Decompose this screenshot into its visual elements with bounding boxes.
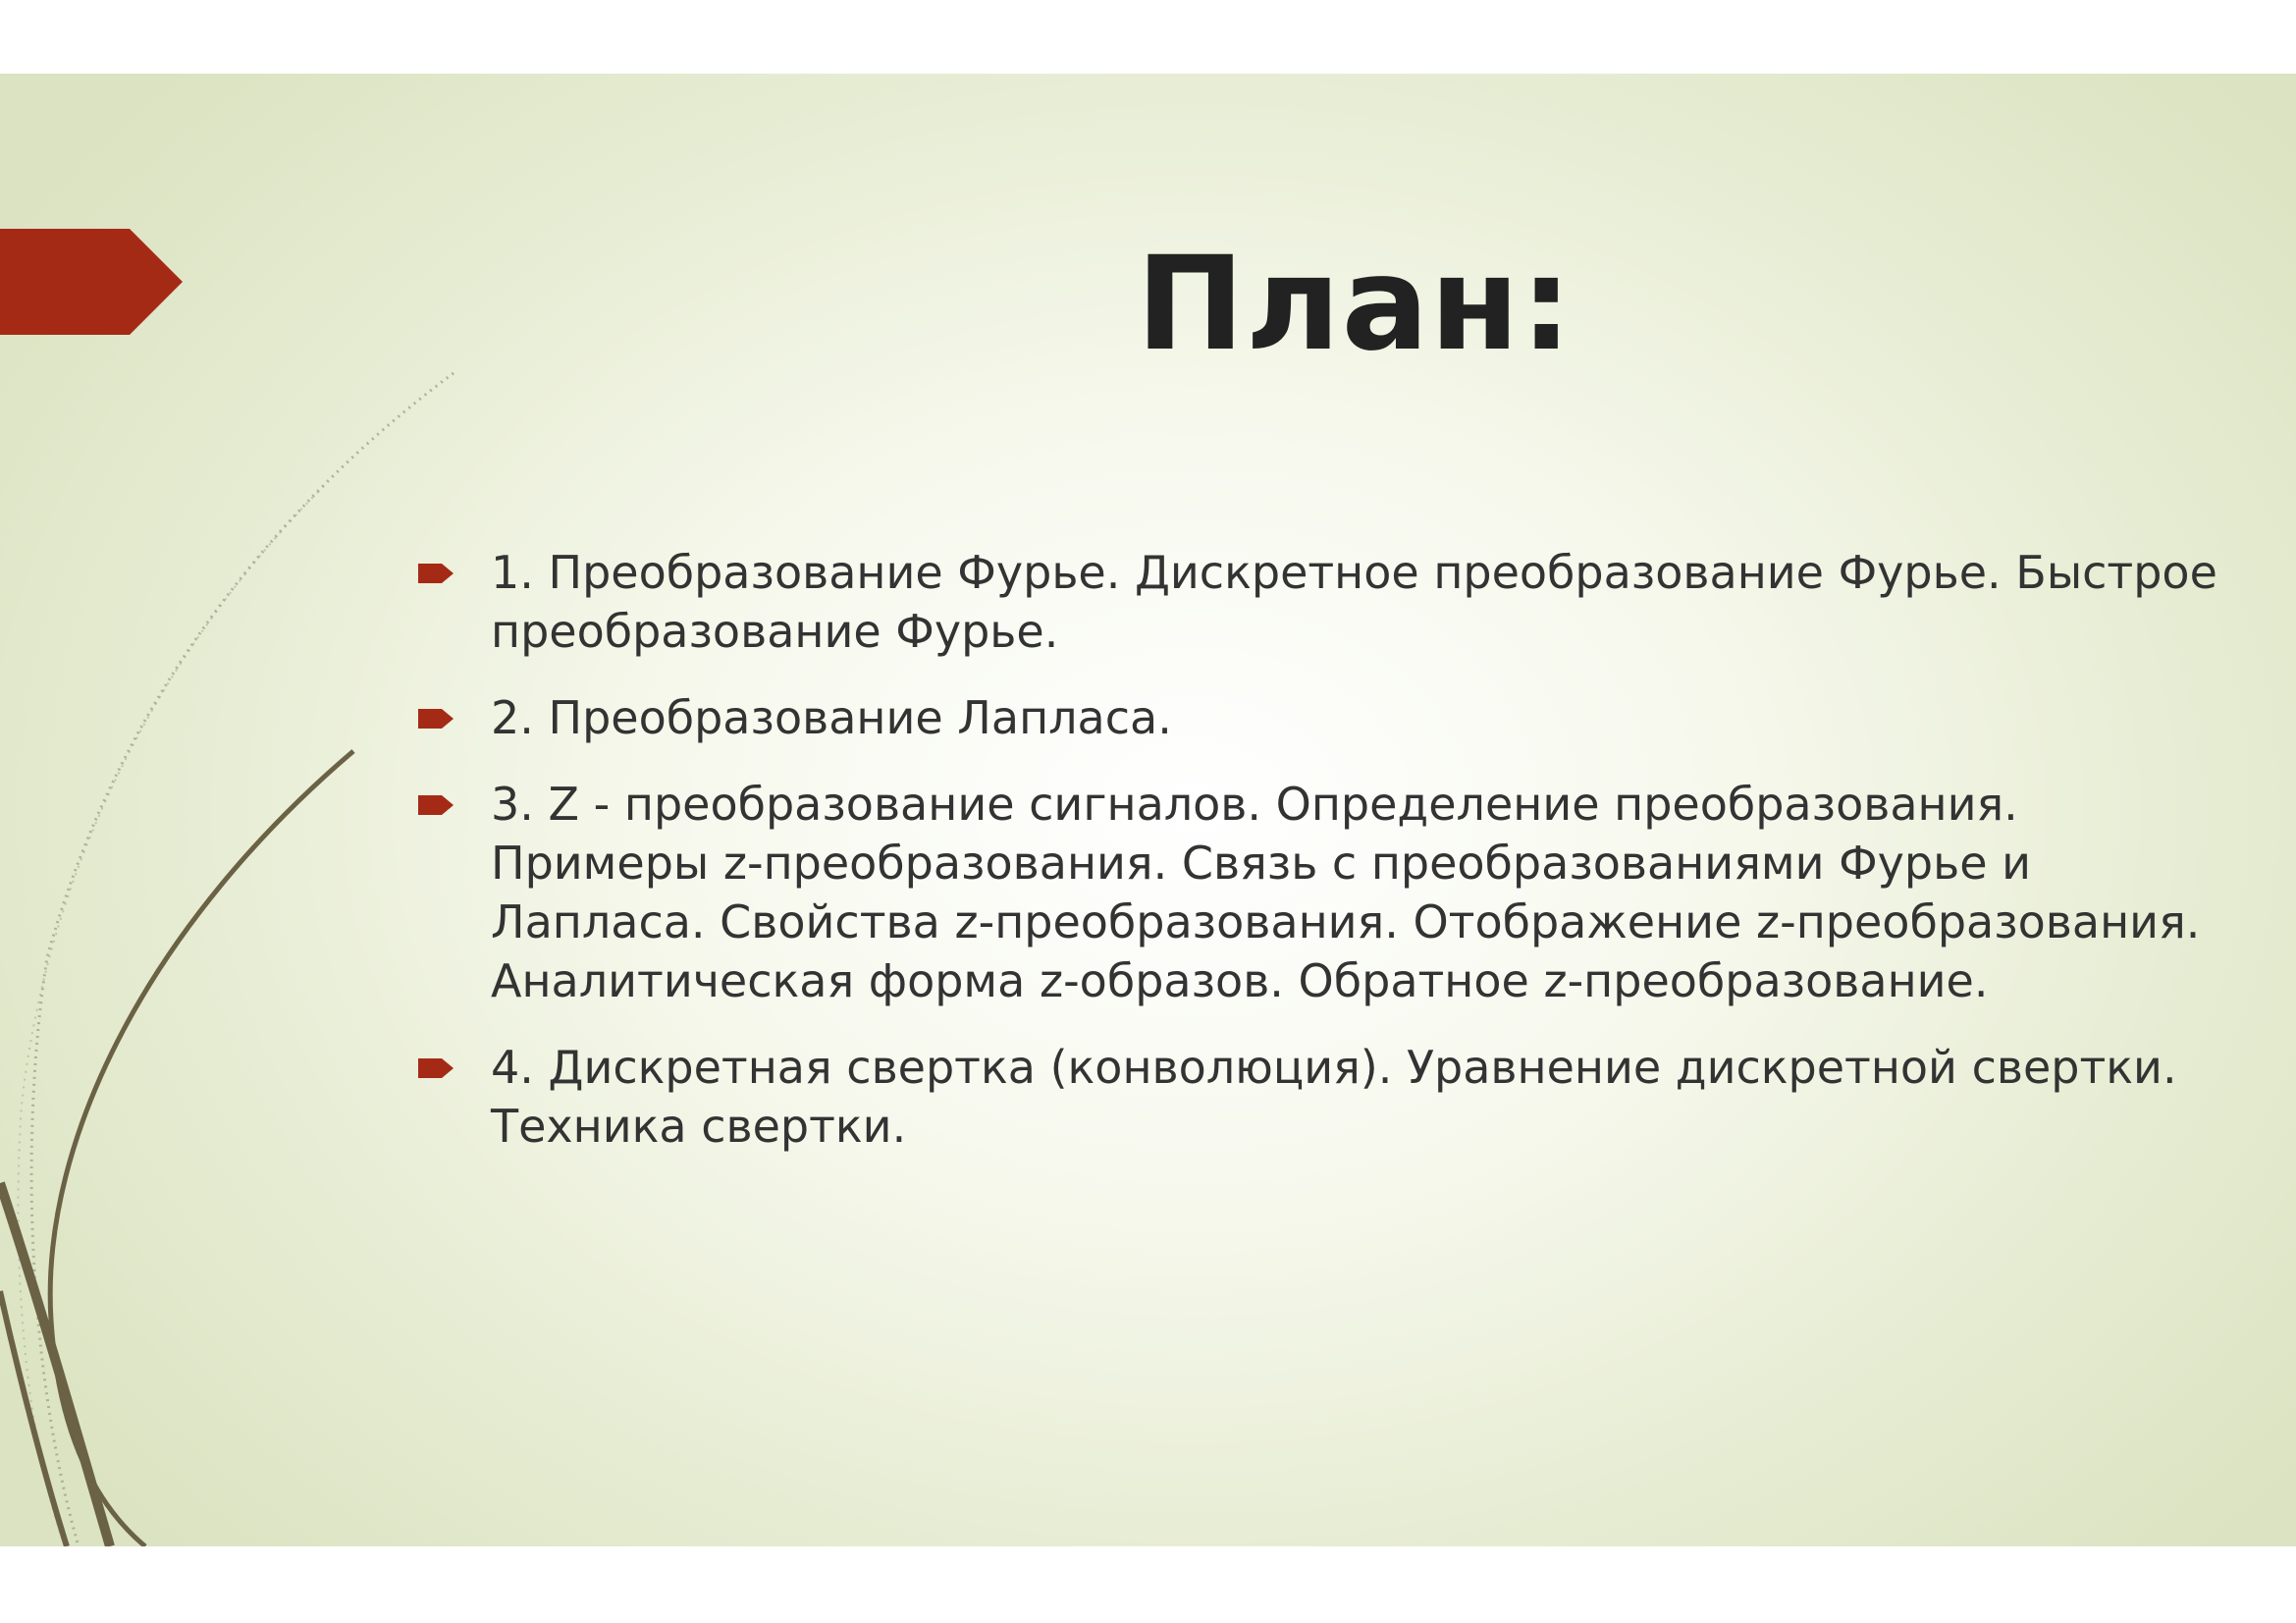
arrow-bullet-icon <box>418 562 455 585</box>
plan-list <box>412 543 2238 1183</box>
list-item <box>412 775 2238 1010</box>
list-item-text: 4. Дискретная свертка (конволюция). Уравнение дискретной свертки. Техника свертки. <box>491 1041 2177 1153</box>
dotted-curve-line <box>31 373 454 1546</box>
list-item <box>412 1038 2238 1156</box>
slide-title: План: <box>1136 229 1574 380</box>
arrow-bullet-icon <box>418 793 455 817</box>
list-item <box>412 543 2238 661</box>
curve-line-thin <box>0 1291 67 1546</box>
list-item-text: 2. Преобразование Лапласа. <box>491 691 1172 744</box>
slide <box>0 74 2296 1546</box>
list-item-text: 3. Z - преобразование сигналов. Определение преобразования. Примеры z-преобразования. Связь с преобразованиями Фурье и Лапласа. Свойства z-преобразования. Отображение z-преобразования. Аналитическая форма z-образов. Обратное z-преобразование. <box>491 778 2201 1007</box>
arrow-bullet-icon <box>418 707 455 730</box>
curve-line-main <box>50 751 353 1546</box>
list-item <box>412 688 2238 747</box>
arrow-bullet-icon <box>418 1056 455 1080</box>
list-item-text: 1. Преобразование Фурье. Дискретное преобразование Фурье. Быстрое преобразование Фурье. <box>491 546 2217 658</box>
